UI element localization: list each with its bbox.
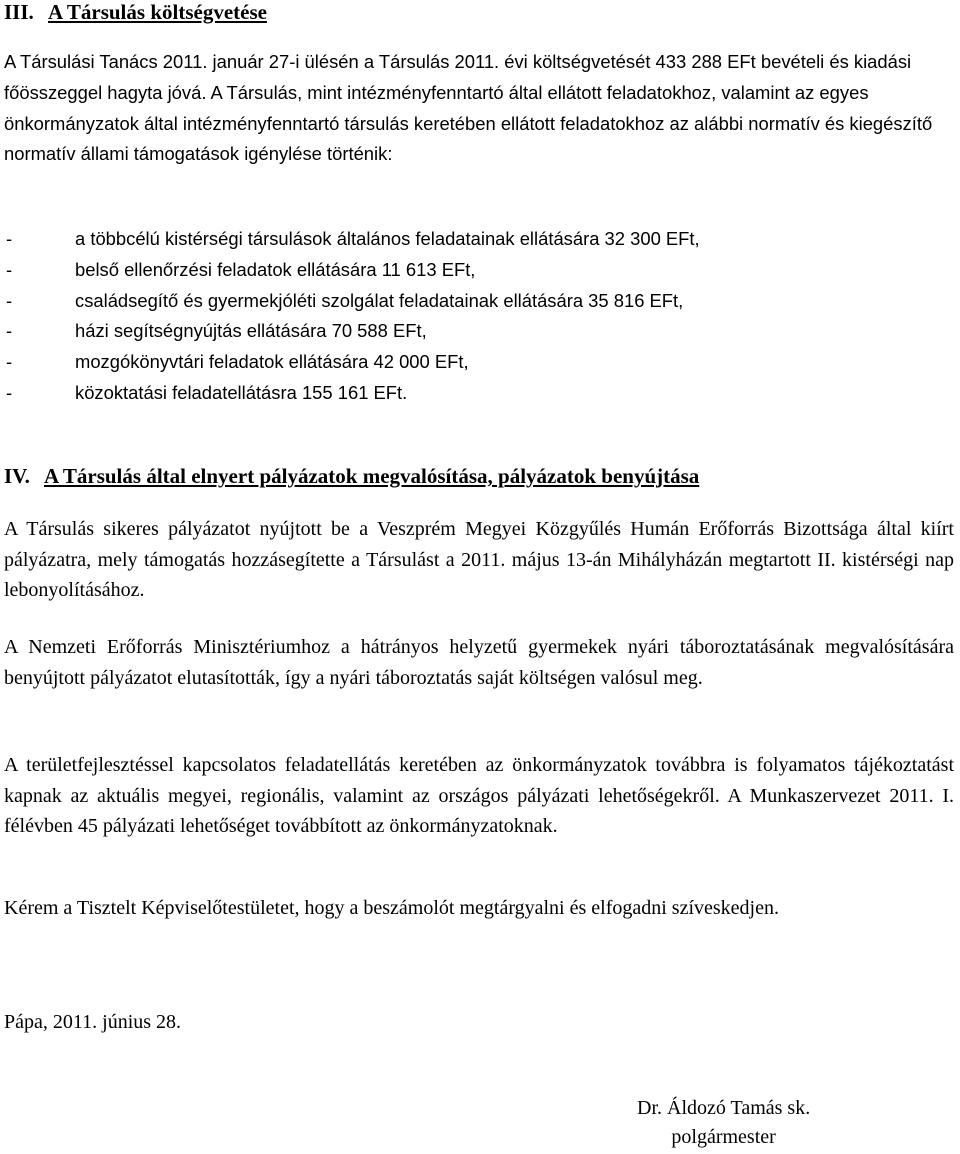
section-4-paragraph-3: A területfejlesztéssel kapcsolatos feladatellátás keretében az önkormányzatok továbbra is folyamatos tájékoztatást kapnak az aktuális megyei, regionális, valamint az országos pályázati lehetőségekről. A Munkaszervezet 2011. I. félévben 45 pályázati lehetőséget továbbított az önkormányzatoknak. xyxy=(4,754,954,838)
list-marker: - xyxy=(6,289,13,311)
section-3-number: III. xyxy=(4,0,34,24)
section-4-title: A Társulás által elnyert pályázatok megvalósítása, pályázatok benyújtása xyxy=(44,464,700,488)
subsidy-list xyxy=(4,224,700,409)
list-item xyxy=(4,316,700,347)
section-3-heading xyxy=(4,0,267,25)
list-marker: - xyxy=(6,320,13,342)
list-item-text: családsegítő és gyermekjóléti szolgálat feladatainak ellátására 35 816 EFt, xyxy=(75,289,684,311)
list-item-text: mozgókönyvtári feladatok ellátására 42 000 EFt, xyxy=(75,351,469,373)
section-4-number: IV. xyxy=(4,464,30,488)
section-4-paragraph-1: A Társulás sikeres pályázatot nyújtott be a Veszprém Megyei Közgyűlés Humán Erőforrás Bizottsága által kiírt pályázatra, mely támogatás hozzásegítette a Társulást a 2011. május 13-án Mihályházán megtartott II. kistérségi nap lebonyolításához. xyxy=(4,518,954,602)
signer-title: polgármester xyxy=(671,1126,776,1148)
list-marker: - xyxy=(6,228,13,249)
list-item-text: belső ellenőrzési feladatok ellátására 11 613 EFt, xyxy=(75,258,476,280)
section-4-heading xyxy=(4,464,699,489)
list-item xyxy=(4,378,700,409)
list-item xyxy=(4,255,700,286)
section-3-intro: A Társulási Tanács 2011. január 27-i ülésén a Társulás 2011. évi költségvetését 433 288 EFt bevételi és kiadási főösszeggel hagyta jóvá. A Társulás, mint intézményfenntartó által ellátott feladatokhoz, valamint az egyes önkormányzatok által intézményfenntartó társulás keretében ellátott feladatokhoz az alábbi normatív és kiegészítő normatív állami támogatások igénylése történik: xyxy=(4,51,933,165)
section-4-paragraph-2: A Nemzeti Erőforrás Minisztériumhoz a hátrányos helyzetű gyermekek nyári táboroztatásának megvalósítására benyújtott pályázatot elutasították, így a nyári táboroztatás saját költségen valósul meg. xyxy=(4,636,954,689)
section-3-title: A Társulás költségvetése xyxy=(48,0,267,24)
list-item-text: a többcélú kistérségi társulások általános feladatainak ellátására 32 300 EFt, xyxy=(75,228,700,249)
list-item-text: házi segítségnyújtás ellátására 70 588 EFt, xyxy=(75,320,427,342)
list-item xyxy=(4,224,700,255)
document-date: Pápa, 2011. június 28. xyxy=(4,1011,182,1033)
list-marker: - xyxy=(6,258,13,280)
signature-block xyxy=(637,1094,810,1152)
signer-name: Dr. Áldozó Tamás sk. xyxy=(637,1097,811,1119)
list-item-text: közoktatási feladatellátásra 155 161 EFt. xyxy=(75,381,408,403)
list-marker: - xyxy=(6,351,13,373)
request-paragraph: Kérem a Tisztelt Képviselőtestületet, hogy a beszámolót megtárgyalni és elfogadni szíveskedjen. xyxy=(4,897,779,919)
list-marker: - xyxy=(6,381,13,403)
list-item xyxy=(4,286,700,317)
list-item xyxy=(4,347,700,378)
